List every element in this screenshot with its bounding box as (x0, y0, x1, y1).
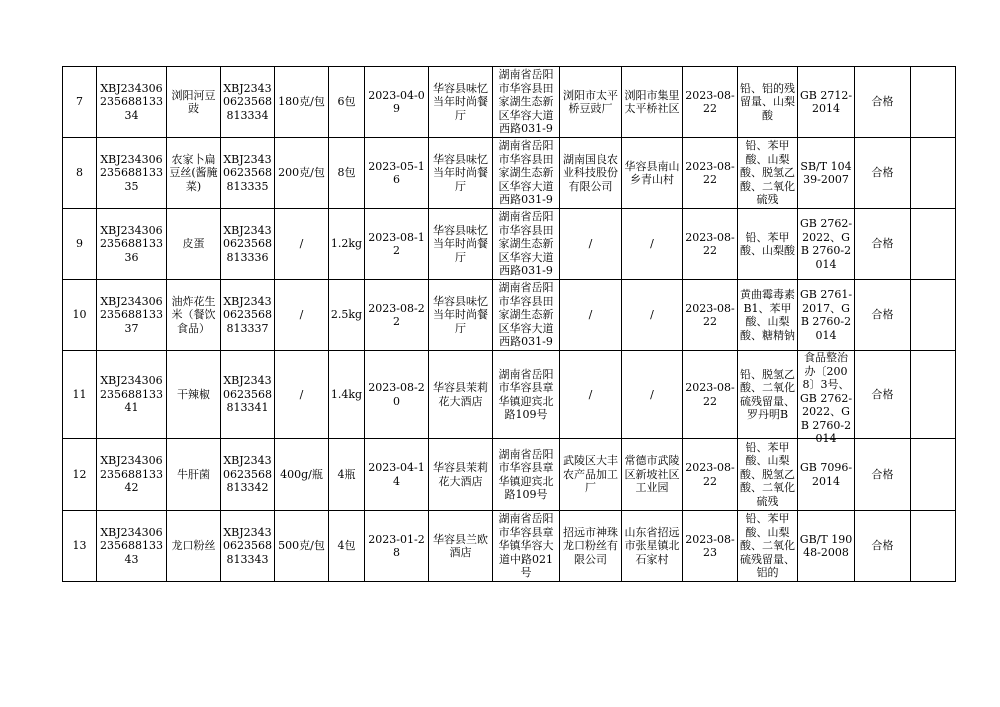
cell-text: GB 2712-2014 (799, 88, 853, 115)
cell-id (97, 138, 167, 209)
cell-text: 4瓶 (337, 467, 356, 481)
cell-sampled-addr (493, 138, 560, 209)
cell-text: 湖南省岳阳市华容县田家湖生态新区华容大道西路031-9 (498, 68, 554, 136)
cell-name (167, 439, 221, 511)
cell-test-date (683, 209, 738, 280)
cell-text: XBJ23430623568813337 (223, 294, 272, 335)
cell-text: GB 2761-2017、GB 2760-2014 (799, 288, 853, 342)
cell-date (365, 351, 429, 439)
cell-text: 2023-05-16 (368, 159, 425, 186)
cell-result (855, 511, 911, 582)
cell-no (63, 511, 97, 582)
cell-text: XBJ23430623568813341 (223, 374, 272, 415)
cell-note (911, 67, 956, 138)
cell-text: 铅、铝的残留量、山梨酸 (740, 81, 795, 122)
cell-qty (329, 351, 365, 439)
cell-text: 湖南省岳阳市华容县章华镇迎宾北路109号 (498, 367, 554, 421)
cell-standard (798, 67, 855, 138)
cell-text: 2023-04-14 (368, 461, 425, 488)
cell-text: 1.4kg (330, 387, 363, 401)
cell-sampled-unit (429, 511, 493, 582)
cell-items (738, 138, 798, 209)
cell-items (738, 511, 798, 582)
cell-text: / (650, 308, 654, 322)
cell-sampled-addr (493, 439, 560, 511)
cell-test-date (683, 280, 738, 351)
inspection-results-table (62, 66, 956, 582)
cell-id (97, 439, 167, 511)
cell-note (911, 351, 956, 439)
cell-text: / (588, 237, 593, 251)
cell-text: 华容县兰欧酒店 (433, 532, 488, 559)
cell-text: 11 (72, 387, 87, 401)
cell-text: 油炸花生米（餐饮食品） (171, 294, 216, 335)
cell-text: 干辣椒 (177, 387, 210, 401)
cell-text: 8包 (337, 166, 356, 180)
cell-date (365, 67, 429, 138)
cell-items (738, 439, 798, 511)
cell-spec (275, 138, 329, 209)
cell-sampled-addr (493, 209, 560, 280)
cell-text: 农家卜扁豆丝(酱腌菜) (169, 152, 218, 193)
cell-text: 合格 (871, 387, 894, 401)
cell-standard (798, 511, 855, 582)
cell-text: 铅、苯甲酸、山梨酸、脱氢乙酸、二氧化硫残 (740, 139, 795, 207)
cell-spec (275, 439, 329, 511)
cell-text: 浏阳市集里太平桥社区 (624, 88, 680, 115)
cell-text: 2.5kg (330, 308, 363, 322)
cell-id (97, 280, 167, 351)
cell-sampled-unit (429, 439, 493, 511)
cell-text: 浏阳市太平桥豆豉厂 (563, 88, 618, 115)
cell-text: 湖南省岳阳市华容县章华镇迎宾北路109号 (498, 447, 554, 501)
cell-sampled-addr (493, 280, 560, 351)
cell-text: 牛肝菌 (177, 467, 210, 481)
cell-text: 合格 (871, 237, 894, 251)
cell-text: 8 (76, 166, 83, 180)
cell-standard (798, 351, 855, 445)
cell-name (167, 138, 221, 209)
cell-name (167, 67, 221, 138)
cell-text: 13 (72, 539, 87, 553)
cell-maker (560, 351, 622, 439)
cell-note (911, 511, 956, 582)
cell-spec (275, 209, 329, 280)
cell-text: 6包 (337, 95, 356, 109)
cell-standard (798, 280, 855, 351)
cell-sample-no (221, 138, 275, 209)
cell-text: 2023-08-22 (685, 381, 735, 408)
cell-text: / (650, 237, 654, 251)
cell-text: 铅、苯甲酸、山梨酸、脱氢乙酸、二氧化硫残 (740, 440, 795, 508)
cell-test-date (683, 67, 738, 138)
cell-text: 龙口粉丝 (171, 539, 216, 553)
cell-date (365, 209, 429, 280)
cell-result (855, 209, 911, 280)
cell-maker-addr (622, 209, 683, 280)
cell-text: 2023-01-28 (368, 532, 425, 559)
cell-text: 180克/包 (278, 95, 325, 109)
cell-sampled-unit (429, 67, 493, 138)
cell-name (167, 209, 221, 280)
cell-text: GB 7096-2014 (799, 461, 853, 488)
cell-text: SB/T 10439-2007 (800, 159, 852, 186)
cell-maker-addr (622, 439, 683, 511)
table-row (63, 67, 956, 138)
cell-text: 2023-08-20 (368, 381, 425, 408)
cell-text: 400g/瓶 (280, 467, 323, 481)
cell-text: XBJ23430623568813342 (100, 454, 163, 495)
cell-text: 2023-04-09 (368, 88, 425, 115)
cell-text: XBJ23430623568813334 (223, 81, 272, 122)
cell-test-date (683, 351, 738, 439)
cell-text: 华容县味忆当年时尚餐厅 (433, 152, 488, 193)
cell-maker-addr (622, 511, 683, 582)
cell-date (365, 280, 429, 351)
cell-text: 武陵区大丰农产品加工厂 (563, 454, 618, 495)
cell-text: / (588, 387, 593, 401)
cell-text: 1.2kg (330, 237, 363, 251)
cell-text: 2023-08-22 (685, 88, 735, 115)
cell-sampled-addr (493, 67, 560, 138)
cell-standard (798, 209, 855, 280)
cell-name (167, 511, 221, 582)
cell-text: 200克/包 (278, 166, 325, 180)
table-row (63, 439, 956, 511)
cell-text: 铅、脱氢乙酸、二氧化硫残留量、罗丹明B (740, 367, 795, 421)
cell-text: 2023-08-22 (368, 301, 425, 328)
cell-result (855, 67, 911, 138)
cell-maker-addr (622, 67, 683, 138)
cell-sampled-addr (493, 351, 560, 439)
cell-id (97, 351, 167, 439)
cell-text: XBJ23430623568813343 (100, 525, 163, 566)
cell-text: 2023-08-22 (685, 159, 735, 186)
cell-text: GB/T 19048-2008 (799, 532, 853, 559)
cell-date (365, 138, 429, 209)
cell-spec (275, 351, 329, 439)
cell-sampled-unit (429, 280, 493, 351)
cell-sampled-unit (429, 351, 493, 439)
cell-text: 2023-08-22 (685, 461, 735, 488)
cell-maker (560, 138, 622, 209)
cell-sampled-unit (429, 209, 493, 280)
cell-text: 2023-08-22 (685, 301, 735, 328)
cell-text: 常德市武陵区新坡社区工业园 (624, 454, 680, 495)
cell-text: 2023-08-22 (685, 230, 735, 257)
cell-text: XBJ23430623568813336 (223, 223, 272, 264)
table-row (63, 280, 956, 351)
cell-qty (329, 280, 365, 351)
cell-maker (560, 511, 622, 582)
cell-text: 湖南省岳阳市华容县田家湖生态新区华容大道西路031-9 (498, 210, 554, 278)
cell-maker (560, 67, 622, 138)
cell-text: 食品整治办〔2008〕3号、GB 2762-2022、GB 2760-2014 (799, 351, 853, 445)
cell-no (63, 67, 97, 138)
cell-items (738, 67, 798, 138)
cell-qty (329, 209, 365, 280)
cell-text: 4包 (337, 539, 356, 553)
cell-result (855, 280, 911, 351)
cell-note (911, 209, 956, 280)
cell-result (855, 138, 911, 209)
cell-text: 山东省招远市张星镇北石家村 (624, 525, 680, 566)
cell-items (738, 209, 798, 280)
cell-text: XBJ23430623568813343 (223, 525, 272, 566)
cell-maker-addr (622, 351, 683, 439)
cell-text: 合格 (871, 95, 894, 109)
cell-sample-no (221, 351, 275, 439)
cell-standard (798, 138, 855, 209)
cell-note (911, 138, 956, 209)
table-row (63, 351, 956, 439)
table-row (63, 138, 956, 209)
cell-text: XBJ23430623568813341 (100, 374, 163, 415)
cell-text: GB 2762-2022、GB 2760-2014 (799, 217, 853, 271)
cell-test-date (683, 138, 738, 209)
table-row (63, 209, 956, 280)
cell-text: 7 (76, 95, 83, 109)
cell-standard (798, 439, 855, 511)
cell-sample-no (221, 511, 275, 582)
cell-text: XBJ23430623568813342 (223, 454, 272, 495)
cell-text: XBJ23430623568813334 (100, 81, 163, 122)
cell-qty (329, 138, 365, 209)
cell-no (63, 351, 97, 439)
cell-spec (275, 280, 329, 351)
cell-text: 华容县味忆当年时尚餐厅 (433, 223, 488, 264)
cell-no (63, 439, 97, 511)
cell-result (855, 439, 911, 511)
cell-items (738, 280, 798, 351)
cell-sample-no (221, 439, 275, 511)
cell-text: XBJ23430623568813335 (223, 152, 272, 193)
cell-text: 铅、苯甲酸、山梨酸 (740, 230, 795, 257)
cell-sample-no (221, 209, 275, 280)
cell-sampled-addr (493, 511, 560, 582)
cell-text: 华容县味忆当年时尚餐厅 (433, 294, 488, 335)
cell-text: 湖南省岳阳市华容县田家湖生态新区华容大道西路031-9 (498, 281, 554, 349)
cell-name (167, 351, 221, 439)
cell-text: 2023-08-23 (685, 532, 735, 559)
cell-no (63, 138, 97, 209)
cell-items (738, 351, 798, 439)
cell-text: 合格 (871, 166, 894, 180)
cell-text: 2023-08-12 (368, 230, 425, 257)
cell-text: 合格 (871, 467, 894, 481)
cell-id (97, 209, 167, 280)
cell-spec (275, 67, 329, 138)
cell-text: / (299, 237, 304, 251)
cell-maker-addr (622, 138, 683, 209)
cell-qty (329, 439, 365, 511)
cell-text: / (299, 387, 304, 401)
cell-sampled-unit (429, 138, 493, 209)
cell-maker (560, 439, 622, 511)
cell-name (167, 280, 221, 351)
cell-note (911, 280, 956, 351)
cell-text: 合格 (871, 539, 894, 553)
cell-text: 湖南国良农业科技股份有限公司 (563, 152, 618, 193)
cell-maker-addr (622, 280, 683, 351)
cell-text: 华容县南山乡青山村 (624, 159, 680, 186)
cell-text: / (588, 308, 593, 322)
cell-text: XBJ23430623568813337 (100, 294, 163, 335)
cell-test-date (683, 511, 738, 582)
cell-maker (560, 280, 622, 351)
cell-test-date (683, 439, 738, 511)
cell-no (63, 209, 97, 280)
cell-text: / (650, 387, 654, 401)
cell-text: 合格 (871, 308, 894, 322)
cell-text: 华容县味忆当年时尚餐厅 (433, 81, 488, 122)
table-row (63, 511, 956, 582)
cell-date (365, 439, 429, 511)
cell-sample-no (221, 280, 275, 351)
table-body (63, 67, 956, 582)
cell-id (97, 511, 167, 582)
cell-date (365, 511, 429, 582)
cell-text: 铅、苯甲酸、山梨酸、二氧化硫残留量、铝的 (740, 512, 795, 580)
cell-qty (329, 511, 365, 582)
cell-id (97, 67, 167, 138)
cell-no (63, 280, 97, 351)
cell-text: 华容县茉莉花大酒店 (433, 381, 488, 408)
cell-maker (560, 209, 622, 280)
cell-note (911, 439, 956, 511)
cell-text: 黄曲霉毒素B1、苯甲酸、山梨酸、糖精钠 (740, 288, 795, 342)
cell-text: 9 (76, 237, 83, 251)
cell-text: XBJ23430623568813336 (100, 223, 163, 264)
cell-qty (329, 67, 365, 138)
cell-text: 500克/包 (278, 539, 325, 553)
cell-text: 招远市神珠龙口粉丝有限公司 (563, 525, 618, 566)
cell-text: 湖南省岳阳市华容县田家湖生态新区华容大道西路031-9 (498, 139, 554, 207)
cell-text: 10 (72, 308, 87, 322)
cell-text: / (299, 308, 304, 322)
cell-text: XBJ23430623568813335 (100, 152, 163, 193)
cell-text: 浏阳河豆豉 (171, 88, 216, 115)
cell-text: 12 (72, 467, 87, 481)
cell-text: 华容县茉莉花大酒店 (433, 461, 488, 488)
cell-spec (275, 511, 329, 582)
cell-result (855, 351, 911, 439)
cell-text: 湖南省岳阳市华容县章华镇华容大道中路021号 (498, 512, 554, 580)
cell-sample-no (221, 67, 275, 138)
cell-text: 皮蛋 (182, 237, 205, 251)
